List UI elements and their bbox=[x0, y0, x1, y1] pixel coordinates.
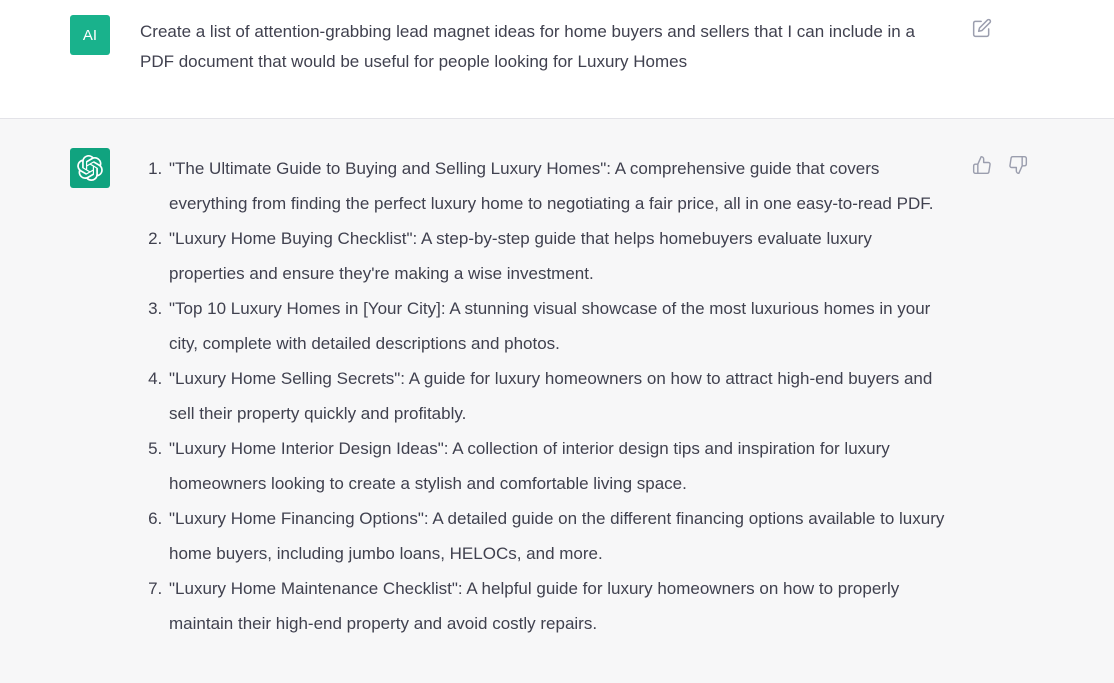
assistant-avatar bbox=[70, 148, 110, 188]
edit-message-button[interactable] bbox=[972, 18, 992, 38]
openai-logo-icon bbox=[77, 155, 103, 181]
user-message-text: Create a list of attention-grabbing lead magnet ideas for home buyers and sellers that I can include in a PDF document that would be useful for people looking for Luxury Homes bbox=[140, 22, 915, 71]
assistant-message-row bbox=[0, 119, 1114, 683]
list-item: 4. "Luxury Home Selling Secrets": A guide for luxury homeowners on how to attract high-end buyers and sell their property quickly and profitably. bbox=[167, 361, 950, 431]
user-avatar bbox=[70, 15, 110, 55]
edit-pencil-square-icon bbox=[972, 18, 992, 38]
thumbs-down-icon bbox=[1008, 155, 1028, 175]
list-item: 6. "Luxury Home Financing Options": A detailed guide on the different financing options available to luxury home buyers, including jumbo loans, HELOCs, and more. bbox=[167, 501, 950, 571]
user-message-row bbox=[0, 0, 1114, 119]
thumbs-up-button[interactable] bbox=[972, 155, 992, 175]
list-item: 2. "Luxury Home Buying Checklist": A step-by-step guide that helps homebuyers evaluate luxury properties and ensure they're making a wise investment. bbox=[167, 221, 950, 291]
thumbs-down-button[interactable] bbox=[1008, 155, 1028, 175]
list-item: 3. "Top 10 Luxury Homes in [Your City]: A stunning visual showcase of the most luxurious homes in your city, complete with detailed descriptions and photos. bbox=[167, 291, 950, 361]
list-item: 7. "Luxury Home Maintenance Checklist": A helpful guide for luxury homeowners on how to properly maintain their high-end property and avoid costly repairs. bbox=[167, 571, 950, 641]
lead-magnet-list bbox=[140, 151, 950, 641]
list-item: 5. "Luxury Home Interior Design Ideas": A collection of interior design tips and inspiration for luxury homeowners looking to create a stylish and comfortable living space. bbox=[167, 431, 950, 501]
user-avatar-label: AI bbox=[82, 26, 98, 44]
thumbs-up-icon bbox=[972, 155, 992, 175]
list-item: 1. "The Ultimate Guide to Buying and Selling Luxury Homes": A comprehensive guide that covers everything from finding the perfect luxury home to negotiating a fair price, all in one easy-to-read PDF. bbox=[167, 151, 950, 221]
